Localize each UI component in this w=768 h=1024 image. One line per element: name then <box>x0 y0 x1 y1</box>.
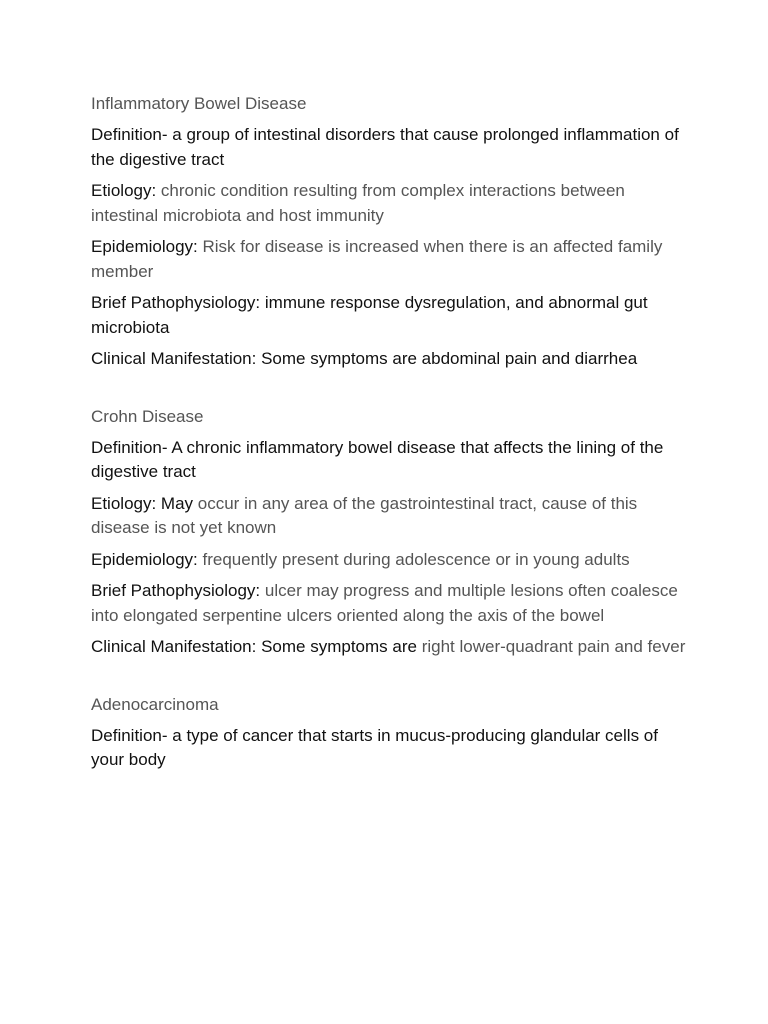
definition-text: A chronic inflammatory bowel disease that affects the lining of the digestive tract <box>91 437 664 481</box>
section-adenocarcinoma <box>91 693 691 773</box>
section-inflammatory-bowel-disease <box>91 92 691 372</box>
etiology-text: occur in any area of the gastrointestinal tract, cause of this disease is not yet known <box>91 493 638 537</box>
definition-text: a group of intestinal disorders that cause prolonged inflammation of the digestive tract <box>91 125 679 169</box>
clinical-manifestation-label: Clinical Manifestation: <box>91 349 257 368</box>
epidemiology-label: Epidemiology: <box>91 549 198 569</box>
clinical-manifestation-label: Clinical Manifestation: <box>91 637 257 656</box>
epidemiology-paragraph <box>91 548 691 573</box>
clinical-manifestation-text: right lower-quadrant pain and fever <box>416 637 686 656</box>
etiology-label: Etiology: <box>91 493 157 513</box>
pathophysiology-text: immune response dysregulation, and abnormal gut microbiota <box>91 293 648 337</box>
definition-paragraph <box>91 123 691 172</box>
etiology-text: chronic condition resulting from complex interactions between intestinal microbiota and host immunity <box>91 181 625 225</box>
section-title: Adenocarcinoma <box>91 694 219 714</box>
pathophysiology-label: Brief Pathophysiology: <box>91 581 261 600</box>
section-title: Crohn Disease <box>91 406 204 426</box>
section-title: Inflammatory Bowel Disease <box>91 94 307 113</box>
clinical-manifestation-text-lead: Some symptoms are <box>256 637 417 656</box>
etiology-paragraph <box>91 492 691 541</box>
definition-paragraph <box>91 724 691 773</box>
epidemiology-label: Epidemiology: <box>91 237 198 256</box>
etiology-paragraph <box>91 179 691 228</box>
definition-paragraph <box>91 436 691 485</box>
etiology-text-lead: May <box>156 493 194 513</box>
pathophysiology-paragraph <box>91 291 691 340</box>
epidemiology-text: Risk for disease is increased when there is an affected family member <box>91 237 663 281</box>
epidemiology-paragraph <box>91 235 691 284</box>
definition-text: a type of cancer that starts in mucus-producing glandular cells of your body <box>91 725 658 769</box>
epidemiology-text: frequently present during adolescence or in young adults <box>197 549 630 569</box>
pathophysiology-label: Brief Pathophysiology: <box>91 293 261 312</box>
clinical-manifestation-paragraph <box>91 347 691 372</box>
definition-label: Definition- <box>91 725 168 745</box>
definition-label: Definition- <box>91 125 168 144</box>
pathophysiology-paragraph <box>91 579 691 628</box>
etiology-label: Etiology: <box>91 181 157 200</box>
section-crohn-disease <box>91 405 691 660</box>
clinical-manifestation-text: Some symptoms are abdominal pain and diarrhea <box>256 349 638 368</box>
document-body <box>91 92 691 806</box>
definition-label: Definition- <box>91 437 168 457</box>
clinical-manifestation-paragraph <box>91 635 691 660</box>
pathophysiology-text: ulcer may progress and multiple lesions often coalesce into elongated serpentine ulcers oriented along the axis of the bowel <box>91 581 678 625</box>
